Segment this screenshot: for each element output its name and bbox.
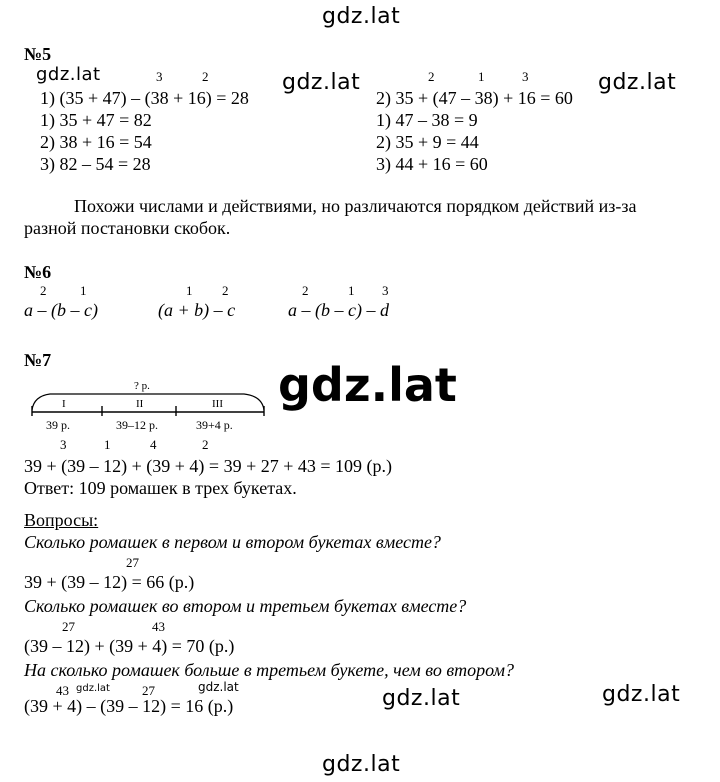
order-mark: 2 — [428, 69, 435, 84]
order-mark: 2 — [40, 283, 47, 298]
watermark-left: gdz.lat — [36, 64, 101, 85]
task5-number: №5 — [24, 44, 52, 64]
order-mark: 1 — [80, 283, 87, 298]
task6-expression-2: (a + b) – c — [158, 300, 236, 320]
task7-number: №7 — [24, 350, 52, 370]
diagram-part-3-label: III — [212, 398, 223, 410]
watermark-footer: gdz.lat — [322, 752, 401, 777]
task7-main-expression: 39 + (39 – 12) + (39 + 4) = 39 + 27 + 43 = 109 (р.) — [24, 456, 393, 476]
task5-left-step: 1) 35 + 47 = 82 — [40, 110, 152, 130]
diagram-value-1: 39 р. — [46, 418, 70, 432]
watermark-tiny-right: gdz.lat — [198, 680, 239, 694]
task6-number: №6 — [24, 262, 52, 282]
order-mark: 4 — [150, 437, 157, 452]
order-mark: 1 — [186, 283, 193, 298]
order-mark: 3 — [522, 69, 529, 84]
watermark-right: gdz.lat — [598, 70, 677, 95]
task5-left-step: 2) 38 + 16 = 54 — [40, 132, 152, 152]
order-mark: 2 — [222, 283, 229, 298]
watermark-middle: gdz.lat — [282, 70, 361, 95]
intermediate-value: 27 — [142, 683, 155, 698]
question-1: Сколько ромашек в первом и втором букетах вместе? — [24, 532, 441, 552]
task6-expression-3: a – (b – c) – d — [288, 300, 389, 320]
task5-conclusion-line2: разной постановки скобок. — [24, 218, 231, 238]
task6-expression-1: a – (b – c) — [24, 300, 98, 320]
task7-answer: Ответ: 109 ромашек в трех букетах. — [24, 478, 297, 498]
questions-title: Вопросы: — [24, 510, 99, 530]
order-mark: 1 — [104, 437, 111, 452]
diagram-value-2: 39–12 р. — [116, 418, 158, 432]
task5-left-step: 3) 82 – 54 = 28 — [40, 154, 151, 174]
diagram-part-1-label: I — [62, 398, 66, 410]
task5-conclusion-line1: Похожи числами и действиями, но различаются порядком действий из-за — [74, 196, 637, 216]
task5-right-step: 2) 35 + 9 = 44 — [376, 132, 479, 152]
order-mark: 2 — [202, 437, 209, 452]
diagram-part-2-label: II — [136, 398, 144, 410]
watermark-bottom-middle: gdz.lat — [382, 686, 461, 711]
question-3: На сколько ромашек больше в третьем букете, чем во втором? — [24, 660, 514, 680]
intermediate-value: 43 — [152, 619, 165, 634]
diagram-value-3: 39+4 р. — [196, 418, 233, 432]
watermark-tiny-left: gdz.lat — [76, 683, 110, 694]
order-mark: 1 — [348, 283, 355, 298]
question-3-expression: (39 + 4) – (39 – 12) = 16 (р.) — [24, 696, 234, 716]
question-2: Сколько ромашек во втором и третьем букетах вместе? — [24, 596, 467, 616]
intermediate-value: 27 — [126, 555, 139, 570]
intermediate-value: 27 — [62, 619, 75, 634]
task5-right-step: 3) 44 + 16 = 60 — [376, 154, 488, 174]
order-mark: 3 — [156, 69, 163, 84]
intermediate-value: 43 — [56, 683, 69, 698]
question-2-expression: (39 – 12) + (39 + 4) = 70 (р.) — [24, 636, 235, 656]
task5-expression-1: 1) (35 + 47) – (38 + 16) = 28 — [40, 88, 249, 108]
watermark-large: gdz.lat — [278, 358, 457, 412]
order-mark: 3 — [60, 437, 67, 452]
task5-right-step: 1) 47 – 38 = 9 — [376, 110, 478, 130]
task5-expression-2: 2) 35 + (47 – 38) + 16 = 60 — [376, 88, 573, 108]
diagram-total-label: ? р. — [134, 380, 150, 392]
order-mark: 3 — [382, 283, 389, 298]
order-mark: 2 — [202, 69, 209, 84]
order-mark: 1 — [478, 69, 485, 84]
question-1-expression: 39 + (39 – 12) = 66 (р.) — [24, 572, 195, 592]
watermark-bottom-right: gdz.lat — [602, 682, 681, 707]
watermark-top: gdz.lat — [322, 4, 401, 29]
order-mark: 2 — [302, 283, 309, 298]
